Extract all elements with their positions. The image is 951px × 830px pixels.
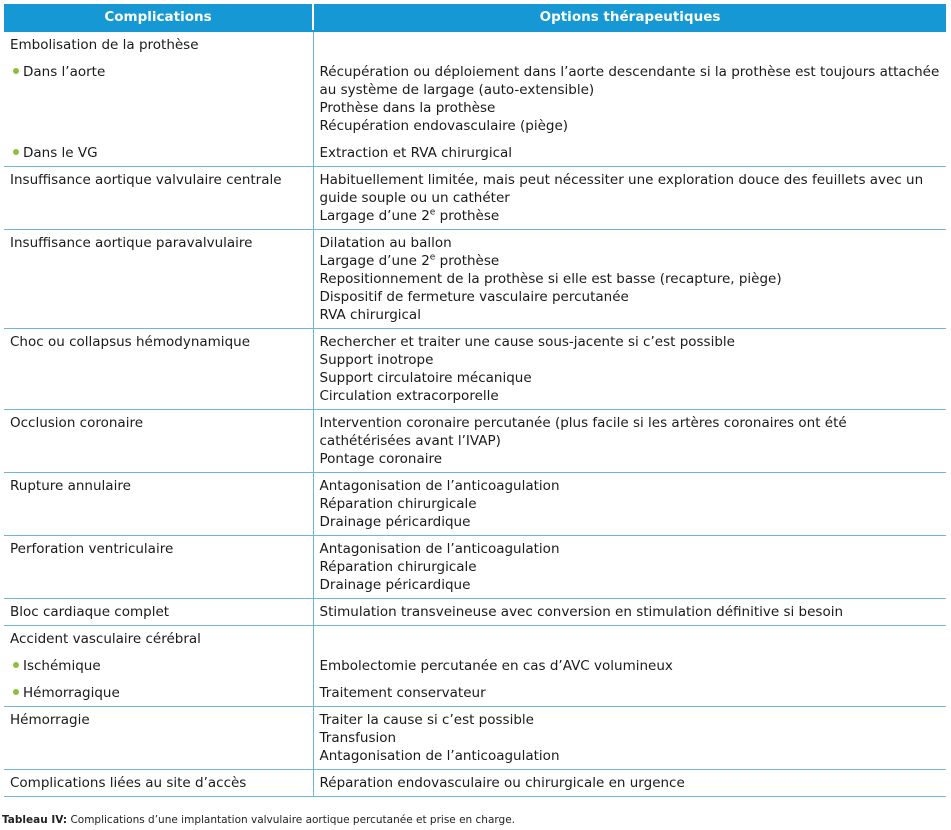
sub-item-label: Dans l’aorte xyxy=(23,64,106,80)
caption-text: Complications d’une implantation valvulaire aortique percutanée et prise en charge. xyxy=(67,814,515,826)
complication-cell xyxy=(4,410,313,473)
cell-line: Rupture annulaire xyxy=(10,478,131,494)
table-caption xyxy=(2,814,515,826)
cell-line: Rechercher et traiter une cause sous-jacente si c’est possible xyxy=(319,334,735,350)
complication-cell xyxy=(4,770,313,797)
cell-line: Réparation endovasculaire ou chirurgicale en urgence xyxy=(319,775,685,791)
caption-label: Tableau IV: xyxy=(2,814,68,826)
table-row xyxy=(4,473,946,536)
bullet-icon xyxy=(13,662,19,668)
cell-line: Récupération ou déploiement dans l’aorte descendante si la prothèse est toujours attachée au système de largage (auto-extensible) xyxy=(319,64,940,98)
cell-line: Largage d’une 2e prothèse xyxy=(319,252,500,269)
table-row xyxy=(4,167,946,230)
sub-item xyxy=(10,657,307,675)
table-row xyxy=(4,626,946,707)
cell-line: Réparation chirurgicale xyxy=(319,496,477,512)
cell-line: Complications liées au site d’accès xyxy=(10,775,247,791)
complication-cell xyxy=(4,536,313,599)
cell-line: Transfusion xyxy=(319,730,397,746)
complication-cell xyxy=(4,473,313,536)
option-cell xyxy=(313,473,946,536)
cell-line: Réparation chirurgicale xyxy=(319,559,477,575)
cell-line: Intervention coronaire percutanée (plus facile si les artères coronaires ont été cathétérisées avant l’IVAP) xyxy=(319,415,847,449)
complication-cell xyxy=(4,599,313,626)
cell-line: Prothèse dans la prothèse xyxy=(319,100,496,116)
cell-line: Antagonisation de l’anticoagulation xyxy=(319,748,560,764)
complication-cell xyxy=(4,626,313,707)
cell-line: Embolisation de la prothèse xyxy=(10,37,199,53)
complication-cell xyxy=(4,707,313,770)
option-cell xyxy=(313,770,946,797)
cell-line: Repositionnement de la prothèse si elle est basse (recapture, piège) xyxy=(319,271,782,287)
cell-line: Insuffisance aortique valvulaire centrale xyxy=(10,172,282,188)
option-cell xyxy=(313,230,946,329)
option-cell xyxy=(313,410,946,473)
cell-line: Antagonisation de l’anticoagulation xyxy=(319,478,560,494)
complication-cell xyxy=(4,167,313,230)
cell-line: Perforation ventriculaire xyxy=(10,541,174,557)
cell-line: Support inotrope xyxy=(319,352,434,368)
complication-cell xyxy=(4,329,313,410)
sub-item xyxy=(10,684,307,702)
cell-line: Embolectomie percutanée en cas d’AVC volumineux xyxy=(319,658,673,674)
table-header-row xyxy=(4,4,946,31)
option-cell xyxy=(313,167,946,230)
cell-line: Habituellement limitée, mais peut nécessiter une exploration douce des feuillets avec un guide souple ou un cathéter xyxy=(319,172,924,206)
cell-line: Occlusion coronaire xyxy=(10,415,144,431)
cell-line: Récupération endovasculaire (piège) xyxy=(319,118,569,134)
table-row xyxy=(4,31,946,167)
sub-item-label: Hémorragique xyxy=(23,685,120,701)
sub-item-label: Dans le VG xyxy=(23,145,98,161)
cell-line: Largage d’une 2e prothèse xyxy=(319,207,500,224)
cell-line: Bloc cardiaque complet xyxy=(10,604,170,620)
cell-line: Accident vasculaire cérébral xyxy=(10,631,201,647)
option-cell xyxy=(313,626,946,707)
complication-cell xyxy=(4,31,313,167)
option-cell xyxy=(313,599,946,626)
header-options: Options thérapeutiques xyxy=(313,4,946,31)
cell-line: Stimulation transveineuse avec conversion en stimulation définitive si besoin xyxy=(319,604,844,620)
option-cell xyxy=(313,707,946,770)
table-row xyxy=(4,410,946,473)
sub-item xyxy=(10,63,307,81)
cell-line: Pontage coronaire xyxy=(319,451,443,467)
bullet-icon xyxy=(13,149,19,155)
cell-line: RVA chirurgical xyxy=(319,307,421,323)
table-row xyxy=(4,536,946,599)
sub-item xyxy=(10,144,307,162)
cell-line: Drainage péricardique xyxy=(319,577,471,593)
option-cell xyxy=(313,329,946,410)
cell-line: Traiter la cause si c’est possible xyxy=(319,712,534,728)
bullet-icon xyxy=(13,689,19,695)
complications-table xyxy=(4,4,946,797)
header-complications: Complications xyxy=(4,4,313,31)
cell-line: Drainage péricardique xyxy=(319,514,471,530)
cell-line: Circulation extracorporelle xyxy=(319,388,499,404)
sub-item-label: Ischémique xyxy=(23,658,101,674)
cell-line: Dispositif de fermeture vasculaire percutanée xyxy=(319,289,629,305)
cell-line: Support circulatoire mécanique xyxy=(319,370,532,386)
cell-line: Choc ou collapsus hémodynamique xyxy=(10,334,250,350)
table-row xyxy=(4,230,946,329)
table-row xyxy=(4,770,946,797)
table-row xyxy=(4,599,946,626)
cell-line: Dilatation au ballon xyxy=(319,235,452,251)
cell-line: Antagonisation de l’anticoagulation xyxy=(319,541,560,557)
complication-cell xyxy=(4,230,313,329)
cell-line: Traitement conservateur xyxy=(319,685,486,701)
table-row xyxy=(4,707,946,770)
table-row xyxy=(4,329,946,410)
cell-line: Insuffisance aortique paravalvulaire xyxy=(10,235,253,251)
option-cell xyxy=(313,31,946,167)
option-cell xyxy=(313,536,946,599)
cell-line: Hémorragie xyxy=(10,712,90,728)
cell-line: Extraction et RVA chirurgical xyxy=(319,145,513,161)
bullet-icon xyxy=(13,68,19,74)
